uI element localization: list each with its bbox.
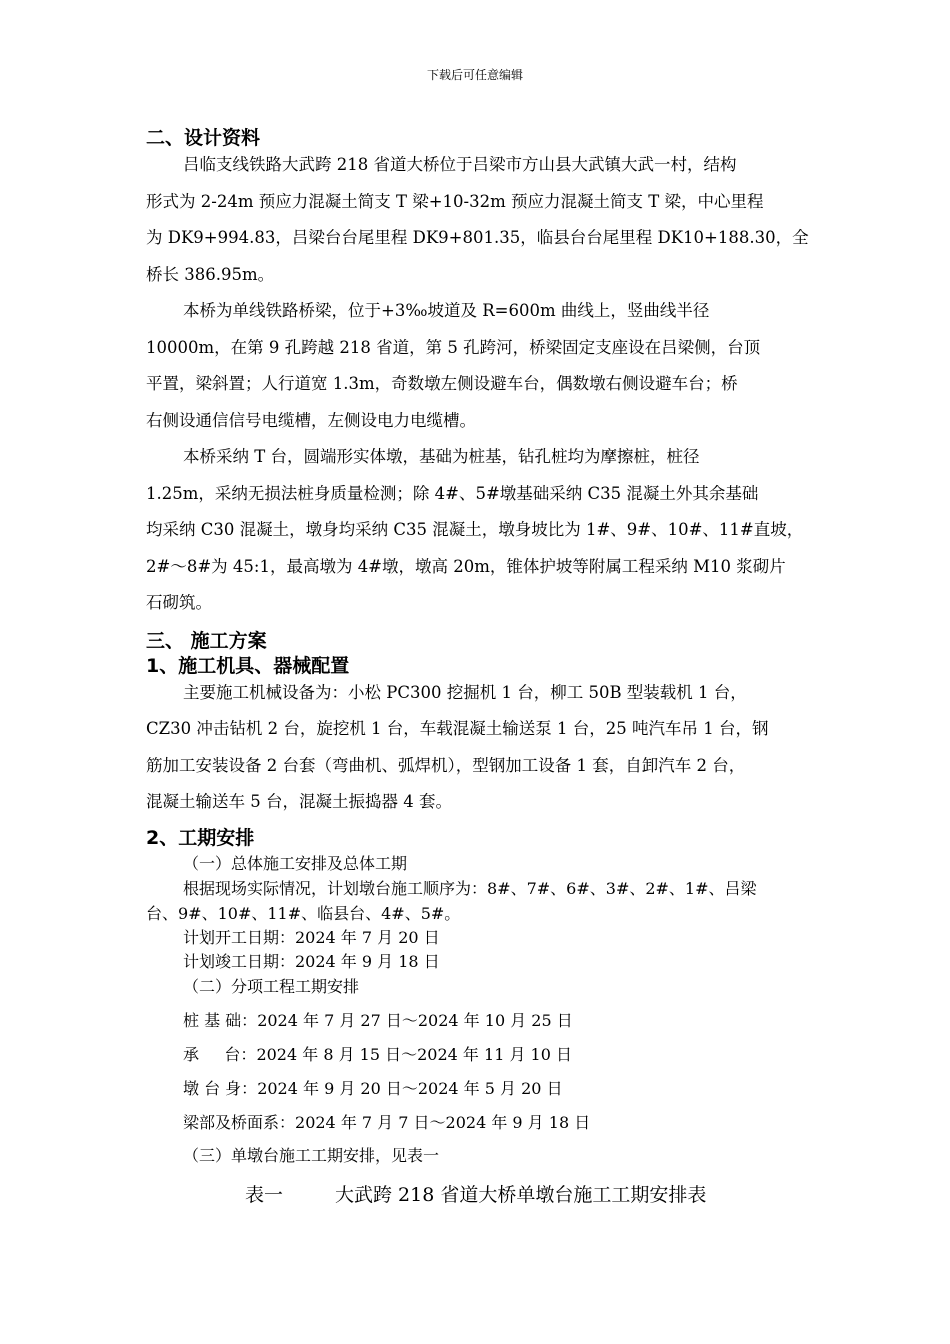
table-caption-number: 表一: [245, 1184, 284, 1206]
subsection-schedule: 2、工期安排: [146, 827, 255, 849]
order-line1: 根据现场实际情况，计划墩台施工顺序为：8#、7#、6#、3#、2#、1#、吕梁: [183, 879, 757, 898]
p1-line4: 桥长 386.95m。: [146, 265, 275, 284]
p1-line1: 吕临支线铁路大武跨 218 省道大桥位于吕梁市方山县大武镇大武一村，结构: [183, 155, 737, 174]
schedule-item-heading: （二）分项工程工期安排: [183, 977, 360, 996]
schedule-item-label: 承 台：: [183, 1045, 257, 1064]
schedule-item-row: [183, 1110, 590, 1133]
section-title-design: 二、设计资料: [146, 127, 261, 149]
schedule-item-value: 2024 年 8 月 15 日～2024 年 11 月 10 日: [256, 1045, 572, 1064]
p3-line3: 均采纳 C30 混凝土，墩身均采纳 C35 混凝土，墩身坡比为 1#、9#、10#、11#直坡，: [146, 520, 804, 539]
p1-line2: 形式为 2-24m 预应力混凝土简支 T 梁+10-32m 预应力混凝土简支 T 梁，中心里程: [146, 192, 764, 211]
section-title-plan: 三、 施工方案: [146, 630, 267, 652]
schedule-item-value: 2024 年 7 月 7 日～2024 年 9 月 18 日: [295, 1113, 591, 1132]
equip-line1: 主要施工机械设备为：小松 PC300 挖掘机 1 台，柳工 50B 型装载机 1 台，: [183, 683, 747, 702]
p1-line3: 为 DK9+994.83，吕梁台台尾里程 DK9+801.35，临县台台尾里程 DK10+188.30，全: [146, 228, 809, 247]
schedule-overall-heading: （一）总体施工安排及总体工期: [183, 854, 408, 873]
end-date: 计划竣工日期：2024 年 9 月 18 日: [183, 952, 440, 971]
p2-line4: 右侧设通信信号电缆槽，左侧设电力电缆槽。: [146, 411, 476, 430]
schedule-item-value: 2024 年 9 月 20 日～2024 年 5 月 20 日: [257, 1079, 563, 1098]
schedule-item-label: 梁部及桥面系：: [183, 1113, 296, 1132]
equip-line4: 混凝土输送车 5 台，混凝土振捣器 4 套。: [146, 792, 452, 811]
table-caption: 大武跨 218 省道大桥单墩台施工工期安排表: [335, 1184, 707, 1206]
p2-line2: 10000m，在第 9 孔跨越 218 省道，第 5 孔跨河，桥梁固定支座设在吕梁侧，台顶: [146, 338, 761, 357]
page-header: 下载后可任意编辑: [426, 68, 523, 82]
p3-line5: 石砌筑。: [146, 593, 212, 612]
start-date: 计划开工日期：2024 年 7 月 20 日: [183, 928, 440, 947]
equip-line3: 筋加工安装设备 2 台套（弯曲机、弧焊机），型钢加工设备 1 套，自卸汽车 2 台，: [146, 756, 746, 775]
schedule-item-value: 2024 年 7 月 27 日～2024 年 10 月 25 日: [257, 1011, 573, 1030]
order-line2: 台、9#、10#、11#、临县台、4#、5#。: [146, 904, 461, 923]
p2-line3: 平置，梁斜置；人行道宽 1.3m，奇数墩左侧设避车台，偶数墩右侧设避车台；桥: [146, 374, 738, 393]
p3-line2: 1.25m，采纳无损法桩身质量检测；除 4#、5#墩基础采纳 C35 混凝土外其余基础: [146, 484, 759, 503]
p3-line1: 本桥采纳 T 台，圆端形实体墩，基础为桩基，钻孔桩均为摩擦桩，桩径: [183, 447, 700, 466]
equip-line2: CZ30 冲击钻机 2 台，旋挖机 1 台，车载混凝土输送泵 1 台，25 吨汽车吊 1 台，钢: [146, 719, 769, 738]
schedule-item-label: 桩 基 础：: [183, 1011, 258, 1030]
single-pier-schedule-heading: （三）单墩台施工工期安排，见表一: [183, 1146, 440, 1165]
subsection-equipment: 1、施工机具、器械配置: [146, 655, 350, 677]
schedule-item-row: [183, 1042, 572, 1065]
schedule-item-label: 墩 台 身：: [183, 1079, 258, 1098]
schedule-item-row: [183, 1076, 563, 1099]
schedule-item-row: [183, 1008, 573, 1031]
p2-line1: 本桥为单线铁路桥梁，位于+3‰坡道及 R=600m 曲线上，竖曲线半径: [183, 301, 710, 320]
p3-line4: 2#～8#为 45:1，最高墩为 4#墩，墩高 20m，锥体护坡等附属工程采纳 M10 浆砌片: [146, 557, 786, 576]
